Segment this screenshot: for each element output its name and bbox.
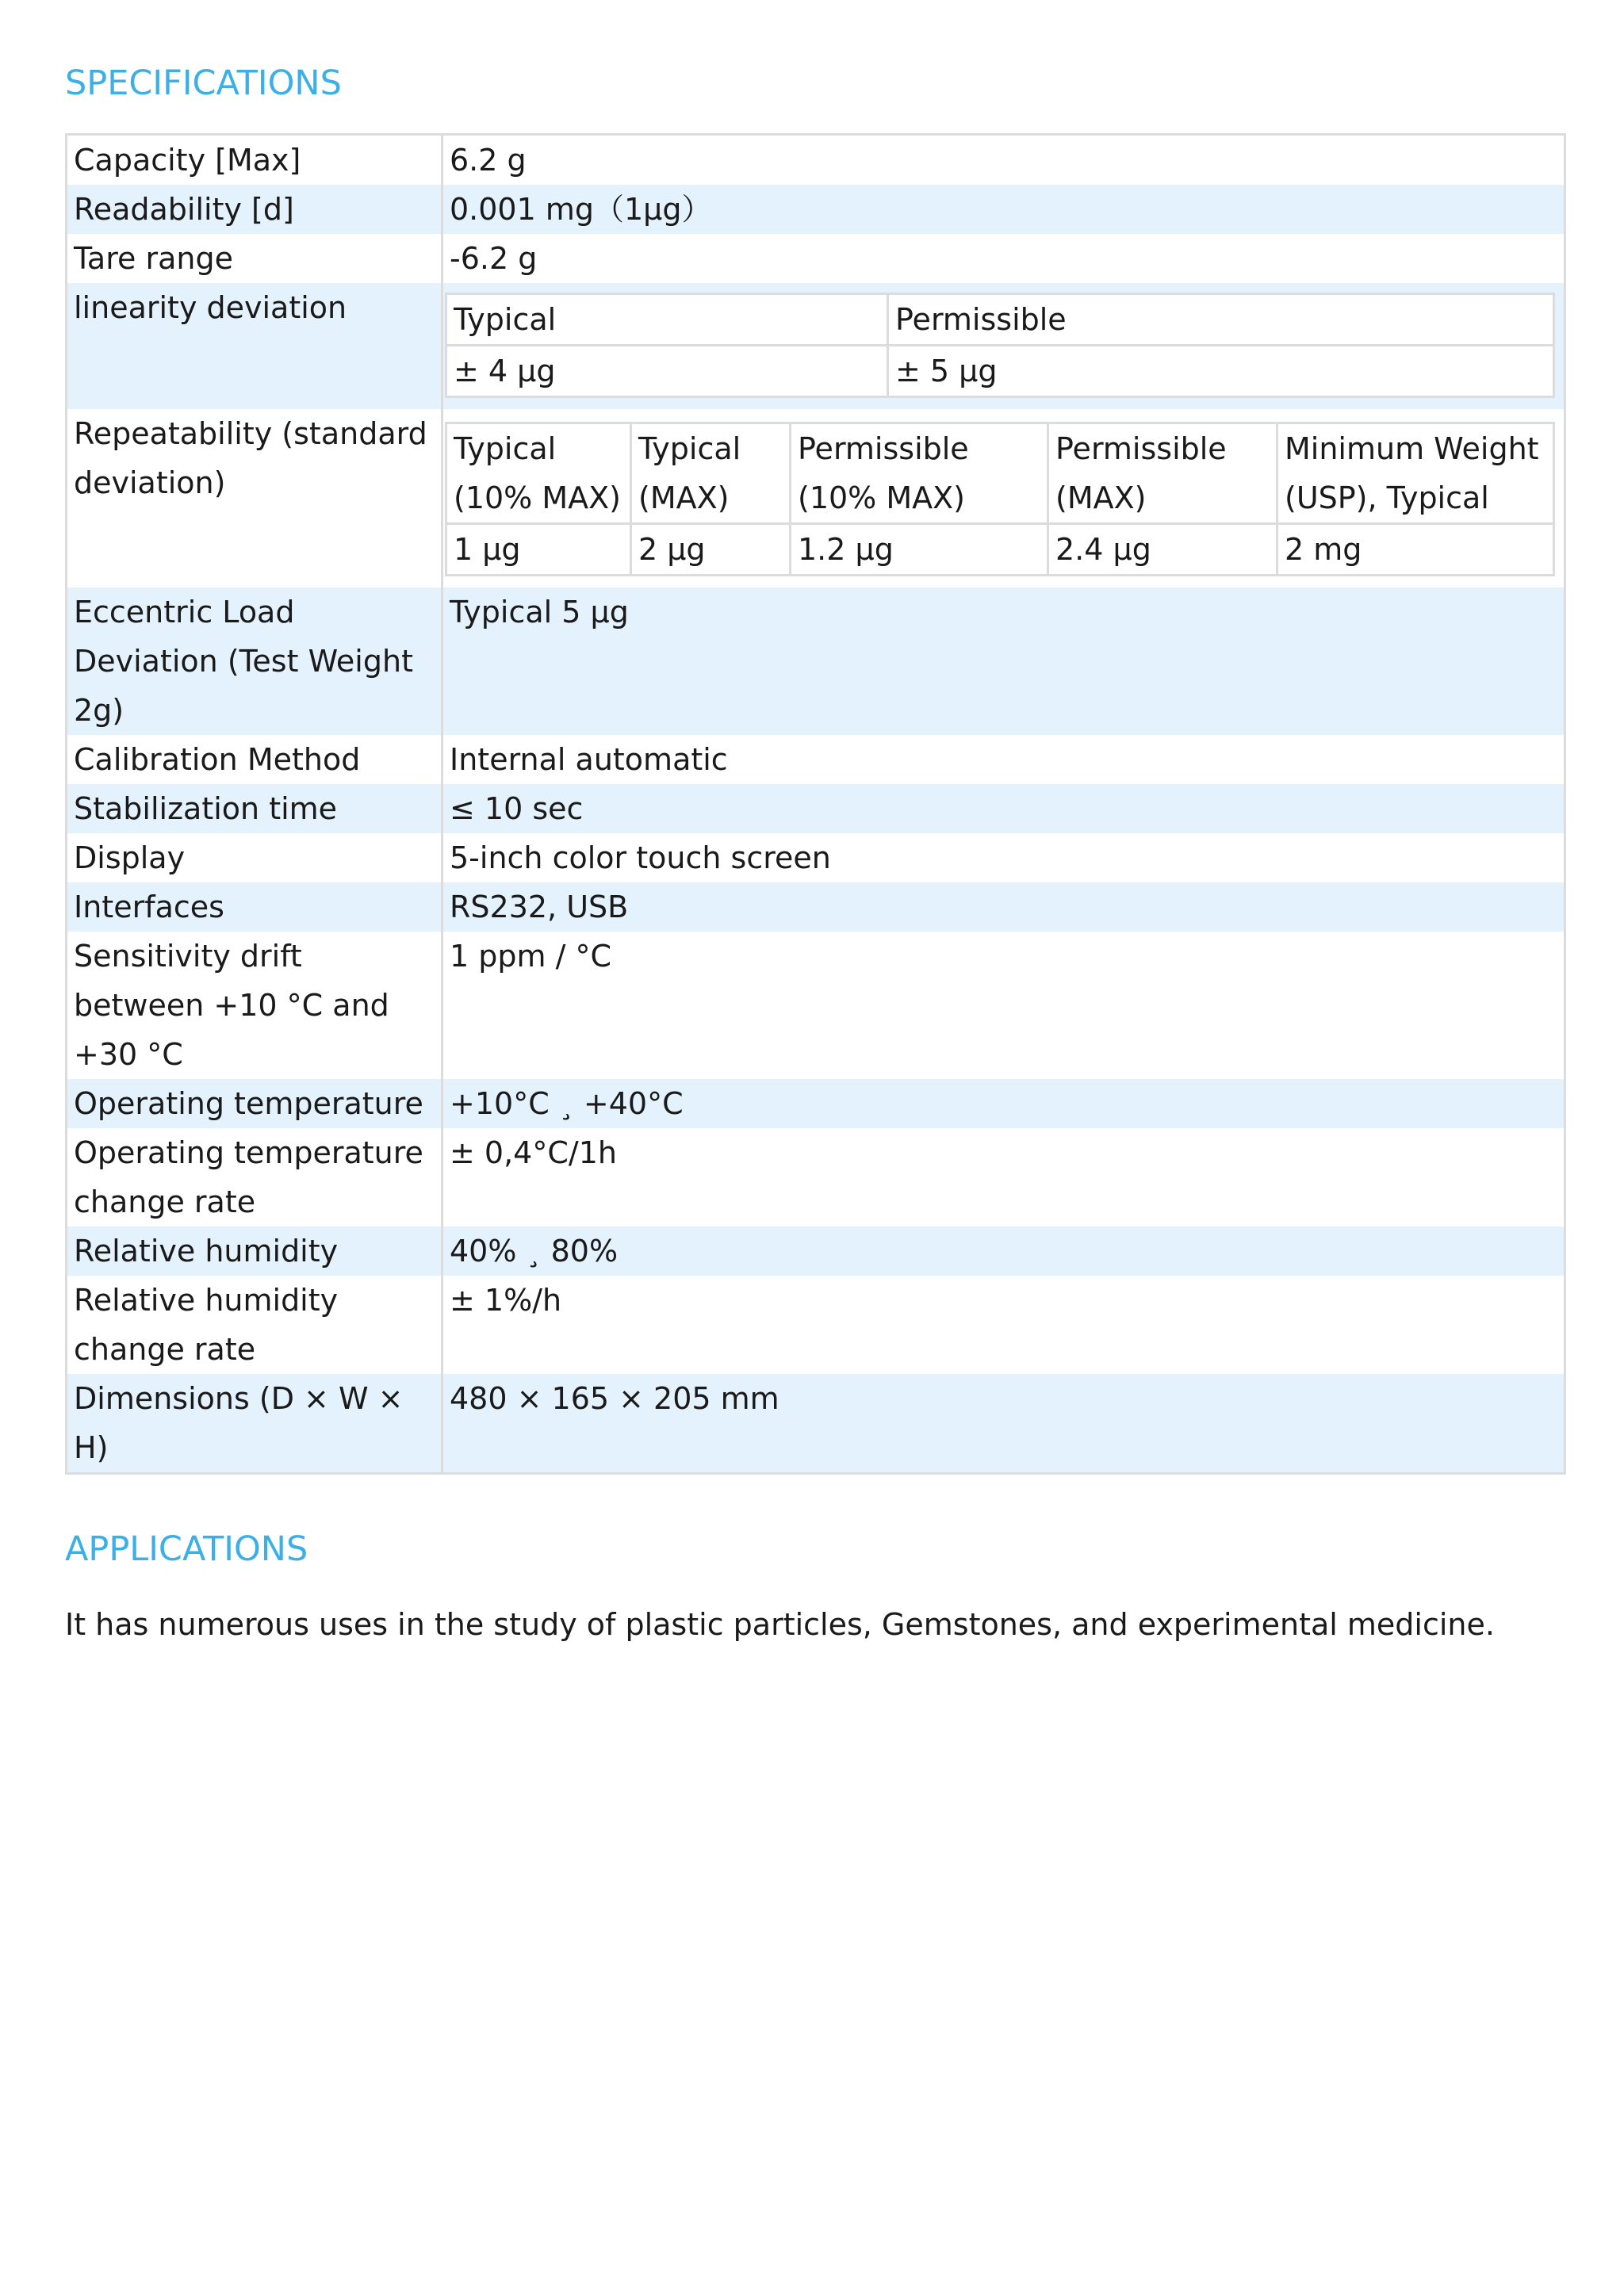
- spec-value: 6.2 g: [450, 143, 527, 178]
- repeatability-cell: 1.2 µg: [791, 524, 1048, 576]
- spec-row-sensitivity: [67, 932, 1565, 1079]
- spec-label: Capacity [Max]: [67, 135, 442, 186]
- spec-label: Interfaces: [67, 882, 442, 932]
- spec-label: Calibration Method: [67, 735, 442, 784]
- spec-value: ≤ 10 sec: [442, 784, 1565, 833]
- spec-row-linearity: [67, 283, 1565, 409]
- repeatability-cell: 1 µg: [446, 524, 631, 576]
- spec-label: Tare range: [67, 234, 442, 283]
- spec-label: Sensitivity drift between +10 °C and +30 °C: [67, 932, 442, 1079]
- linearity-cell: ± 5 µg: [888, 346, 1554, 397]
- spec-label: Eccentric Load Deviation (Test Weight 2g): [67, 587, 442, 735]
- linearity-header: Permissible: [888, 294, 1554, 346]
- spec-value: Typical 5 µg: [442, 587, 1565, 735]
- spec-value: 1 ppm / °C: [450, 939, 612, 974]
- repeatability-cell: 2.4 µg: [1048, 524, 1277, 576]
- spec-row-capacity: [67, 135, 1565, 186]
- spec-value: Internal automatic: [450, 742, 728, 777]
- spec-row-interfaces: [67, 882, 1565, 932]
- spec-value: 0.001 mg（1µg）: [442, 185, 1565, 234]
- spec-row-repeatability: [67, 409, 1565, 587]
- repeatability-cell: 2 mg: [1277, 524, 1554, 576]
- spec-label: Operating temperature: [67, 1079, 442, 1128]
- repeatability-header: Typical (10% MAX): [446, 423, 631, 524]
- applications-text: It has numerous uses in the study of plastic particles, Gemstones, and experimental medicine.: [65, 1607, 1495, 1642]
- spec-value: [442, 283, 1565, 409]
- spec-value: 5-inch color touch screen: [450, 840, 831, 875]
- spec-row-humidity: [67, 1226, 1565, 1276]
- spec-row-operating-temperature-rate: [67, 1128, 1565, 1226]
- spec-value: RS232, USB: [442, 882, 1565, 932]
- spec-label: Dimensions (D × W × H): [67, 1374, 442, 1474]
- repeatability-cell: 2 µg: [631, 524, 791, 576]
- linearity-header: Typical: [446, 294, 888, 346]
- repeatability-header: Permissible (10% MAX): [791, 423, 1048, 524]
- spec-value: ± 1%/h: [450, 1283, 562, 1318]
- spec-value: ± 0,4°C/1h: [450, 1135, 617, 1170]
- repeatability-table: [445, 422, 1555, 576]
- spec-value: -6.2 g: [450, 241, 538, 276]
- spec-row-stabilization: [67, 784, 1565, 833]
- spec-label: Relative humidity change rate: [67, 1276, 442, 1374]
- repeatability-header: Minimum Weight (USP), Typical: [1277, 423, 1554, 524]
- spec-label: Relative humidity: [67, 1226, 442, 1276]
- spec-row-tare: [67, 234, 1565, 283]
- spec-row-display: [67, 833, 1565, 882]
- spec-row-humidity-rate: [67, 1276, 1565, 1374]
- spec-label: Stabilization time: [67, 784, 442, 833]
- spec-value: [442, 409, 1565, 587]
- spec-row-calibration: [67, 735, 1565, 784]
- repeatability-header: Typical (MAX): [631, 423, 791, 524]
- spec-row-eccentric: [67, 587, 1565, 735]
- spec-label: Repeatability (standard deviation): [67, 409, 442, 587]
- specifications-table: [65, 133, 1566, 1475]
- spec-row-readability: [67, 185, 1565, 234]
- linearity-cell: ± 4 µg: [446, 346, 888, 397]
- spec-row-operating-temperature: [67, 1079, 1565, 1128]
- spec-value: 40% ¸ 80%: [442, 1226, 1565, 1276]
- spec-label: linearity deviation: [67, 283, 442, 409]
- spec-row-dimensions: [67, 1374, 1565, 1474]
- repeatability-header: Permissible (MAX): [1048, 423, 1277, 524]
- spec-value: +10°C ¸ +40°C: [442, 1079, 1565, 1128]
- linearity-table: [445, 293, 1555, 398]
- applications-heading: APPLICATIONS: [65, 1529, 308, 1569]
- spec-value: 480 × 165 × 205 mm: [442, 1374, 1565, 1474]
- spec-label: Readability [d]: [67, 185, 442, 234]
- spec-label: Operating temperature change rate: [67, 1128, 442, 1226]
- spec-label: Display: [67, 833, 442, 882]
- specifications-heading: SPECIFICATIONS: [65, 63, 342, 103]
